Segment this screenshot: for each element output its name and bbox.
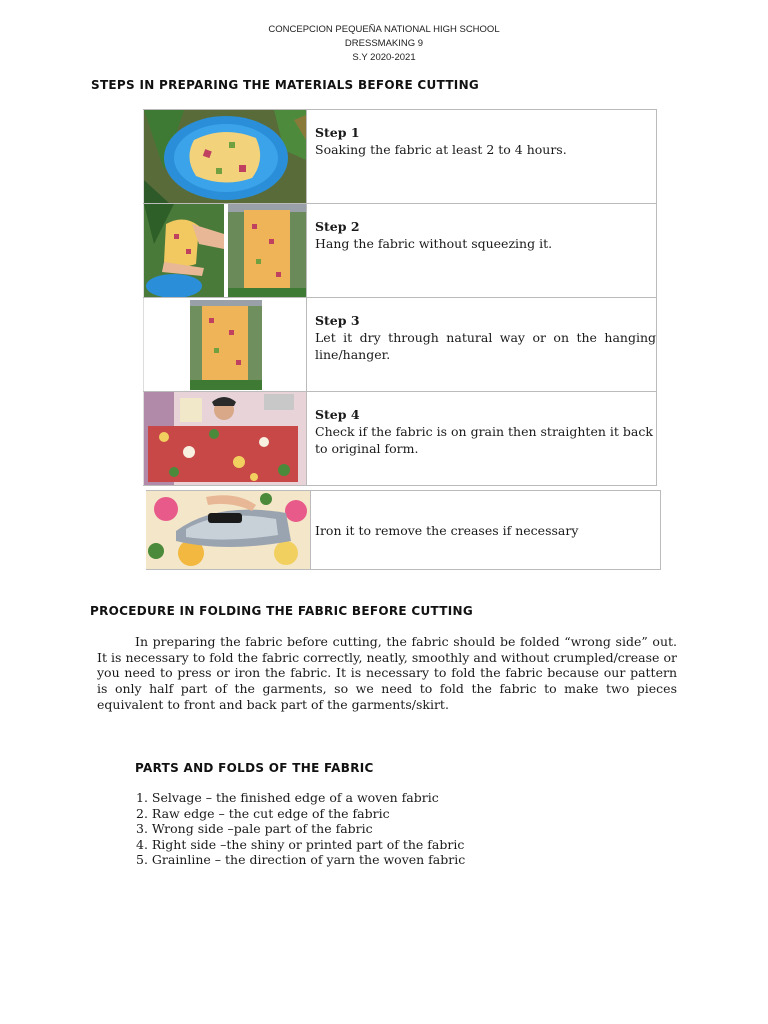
- school-year: S.Y 2020-2021: [352, 52, 416, 63]
- checking-grain-photo: [143, 392, 307, 485]
- list-item: 1. Selvage – the finished edge of a woven fabric: [136, 790, 439, 805]
- step-row: [143, 392, 657, 486]
- step-description: Let it dry through natural way or on the hanging line/hanger.: [315, 330, 656, 362]
- soaking-fabric-photo: [143, 110, 307, 203]
- step-row: [143, 204, 657, 298]
- list-item: 5. Grainline – the direction of yarn the woven fabric: [136, 852, 466, 868]
- folding-paragraph: In preparing the fabric before cutting, the fabric should be folded “wrong side” out. It is necessary to fold the fabric correctly, neatly, smoothly and without crumpled/crease or you need to press or iron the fabric. It is necessary to fold the fabric because our pattern is only half part of the garments, so we need to fold the fabric to make two pieces equivalent to front and back part of the garments/skirt.: [97, 634, 677, 712]
- steps-table: [143, 109, 657, 486]
- parts-list: [136, 790, 465, 868]
- school-name: CONCEPCION PEQUEÑA NATIONAL HIGH SCHOOL: [268, 24, 500, 35]
- step-row: [143, 110, 657, 204]
- hanging-fabric-photo: [143, 204, 307, 297]
- steps-section-title: STEPS IN PREPARING THE MATERIALS BEFORE CUTTING: [91, 78, 480, 92]
- ironing-fabric-photo: [146, 491, 311, 569]
- step-text: [307, 298, 656, 391]
- step-label: Step 3: [315, 313, 360, 328]
- folding-section-title: PROCEDURE IN FOLDING THE FABRIC BEFORE CUTTING: [90, 604, 474, 618]
- step-text: [307, 392, 656, 485]
- subject-name: DRESSMAKING 9: [344, 38, 424, 49]
- list-item: 3. Wrong side –pale part of the fabric: [136, 821, 373, 837]
- step-label: Step 4: [315, 407, 360, 422]
- ironing-step-text: Iron it to remove the creases if necessary: [315, 522, 579, 538]
- step-text: [307, 204, 656, 297]
- step-label: Step 1: [315, 125, 360, 140]
- step-description: Soaking the fabric at least 2 to 4 hours.: [315, 142, 567, 157]
- step-label: Step 2: [315, 219, 360, 234]
- drying-fabric-photo: [143, 298, 307, 391]
- step-description: Check if the fabric is on grain then straighten it back to original form.: [315, 424, 653, 456]
- parts-section-title: PARTS AND FOLDS OF THE FABRIC: [135, 761, 374, 775]
- ironing-step-row: [146, 490, 661, 570]
- step-row: [143, 298, 657, 392]
- list-item: 2. Raw edge – the cut edge of the fabric: [136, 805, 390, 821]
- step-description: Hang the fabric without squeezing it.: [315, 236, 553, 251]
- step-text: [307, 110, 656, 203]
- document-header: [0, 23, 768, 65]
- list-item: 4. Right side –the shiny or printed part of the fabric: [136, 836, 465, 852]
